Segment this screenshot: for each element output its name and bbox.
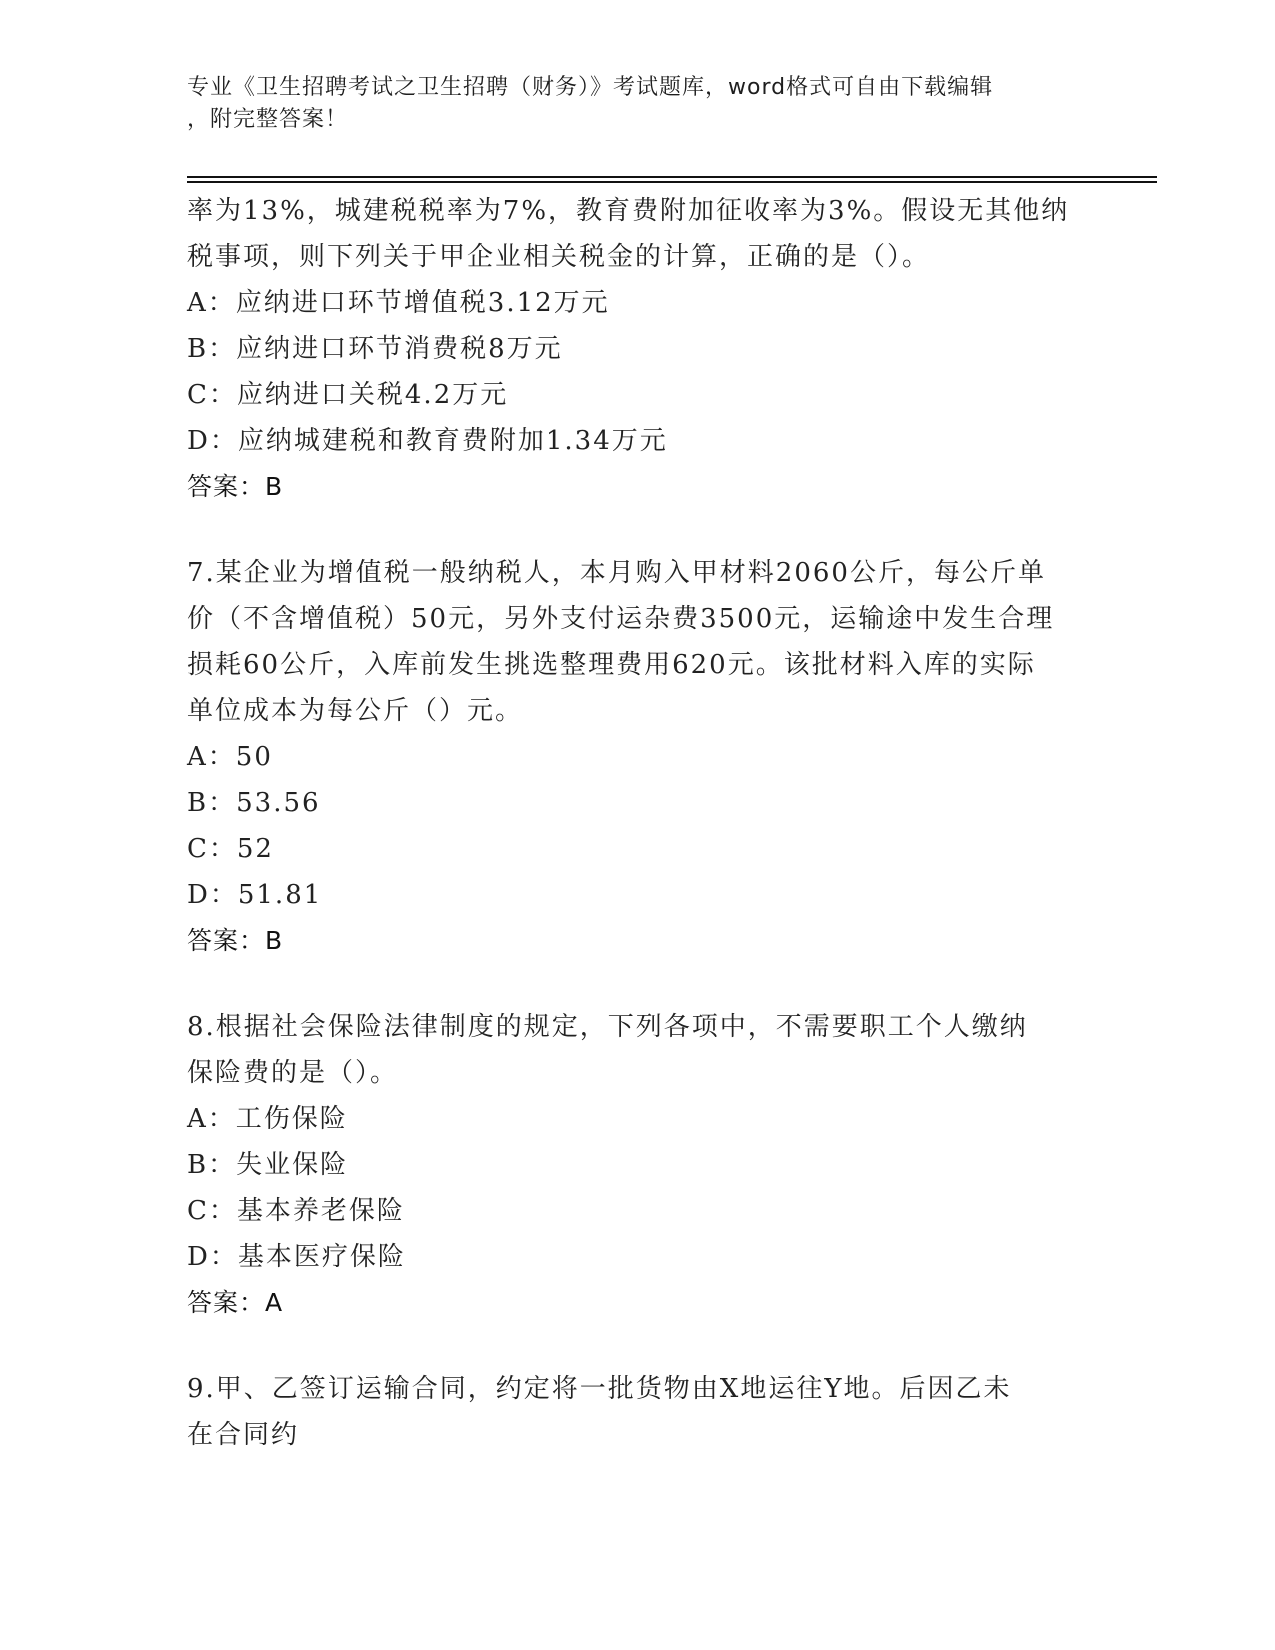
question-6-continued <box>187 188 1087 510</box>
header-divider-top <box>187 176 1157 178</box>
question-text-line: 保险费的是（）。 <box>187 1058 399 1088</box>
question-text-line: 8.根据社会保险法律制度的规定，下列各项中，不需要职工个人缴纳 <box>187 1012 1028 1042</box>
answer-line: 答案：B <box>187 472 284 501</box>
question-7 <box>187 550 1087 964</box>
question-text-line: 价（不含增值税）50元，另外支付运杂费3500元，运输途中发生合理 <box>187 604 1055 634</box>
header-line-1: 专业《卫生招聘考试之卫生招聘（财务）》考试题库，word格式可自由下载编辑 <box>187 75 994 100</box>
option-d: D：51.81 <box>187 880 323 910</box>
answer-line: 答案：B <box>187 926 284 955</box>
question-9 <box>187 1366 1087 1458</box>
option-c: C：基本养老保险 <box>187 1196 405 1226</box>
header-line-2: ，附完整答案！ <box>187 107 349 132</box>
option-a: A：工伤保险 <box>187 1104 348 1134</box>
question-8 <box>187 1004 1087 1326</box>
question-text-line: 单位成本为每公斤（）元。 <box>187 696 524 726</box>
option-d: D：基本医疗保险 <box>187 1242 406 1272</box>
option-b: B：应纳进口环节消费税8万元 <box>187 334 563 364</box>
option-a: A：应纳进口环节增值税3.12万元 <box>187 288 610 318</box>
option-c: C：应纳进口关税4.2万元 <box>187 380 509 410</box>
option-b: B：53.56 <box>187 788 321 818</box>
option-c: C：52 <box>187 834 274 864</box>
question-text-line: 率为13%，城建税税率为7%，教育费附加征收率为3%。假设无其他纳 <box>187 196 1070 226</box>
question-text-line: 7.某企业为增值税一般纳税人，本月购入甲材料2060公斤，每公斤单 <box>187 558 1046 588</box>
question-text-line: 在合同约 <box>187 1420 300 1450</box>
question-text-line: 9.甲、乙签订运输合同，约定将一批货物由X地运往Y地。后因乙未 <box>187 1374 1012 1404</box>
question-list <box>187 188 1087 1484</box>
document-header <box>187 72 1067 136</box>
option-a: A：50 <box>187 742 273 772</box>
question-text-line: 税事项，则下列关于甲企业相关税金的计算，正确的是（）。 <box>187 242 931 272</box>
header-divider-bottom <box>187 181 1157 183</box>
answer-line: 答案：A <box>187 1288 284 1317</box>
option-b: B：失业保险 <box>187 1150 349 1180</box>
option-d: D：应纳城建税和教育费附加1.34万元 <box>187 426 668 456</box>
question-text-line: 损耗60公斤，入库前发生挑选整理费用620元。该批材料入库的实际 <box>187 650 1036 680</box>
